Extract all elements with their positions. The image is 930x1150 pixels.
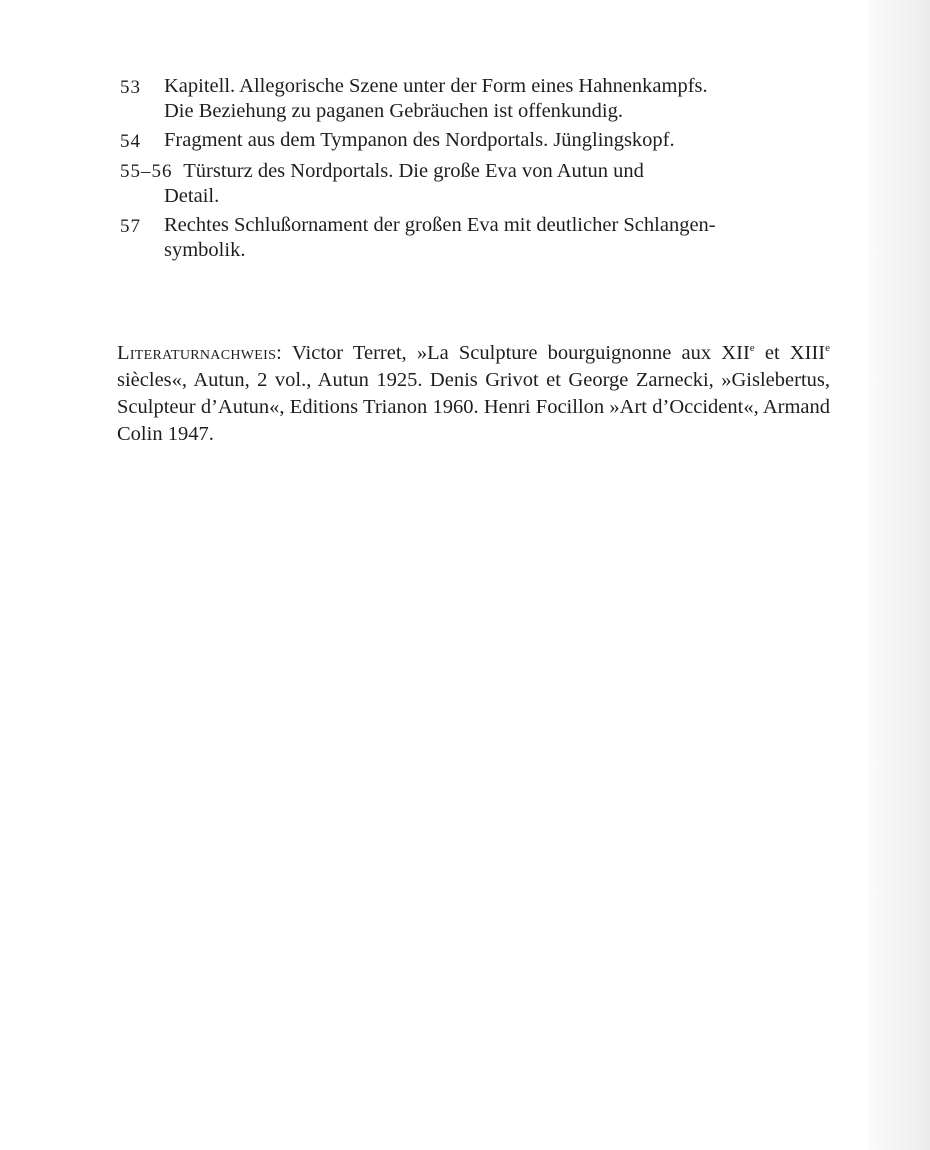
caption-number: 55–56 [120, 161, 173, 182]
superscript-e: e [825, 342, 830, 354]
page-edge-shadow [868, 0, 930, 1150]
caption-line: symbolik. [164, 239, 246, 261]
literature-text-part: siècles«, Autun, 2 vol., Autun 1925. Denis Grivot et George Zarnecki, »Gislebertus, Sculpteur d’Autun«, Editions Trianon 1960. Henri Focillon »Art d’Occident«, Armand Colin 1947. [117, 369, 830, 445]
literature-label: Literaturnachweis: [117, 342, 283, 364]
caption-item [120, 158, 840, 209]
caption-item [120, 213, 840, 263]
caption-list [120, 74, 840, 267]
caption-number: 53 [120, 77, 141, 98]
caption-text [164, 128, 840, 153]
caption-line: Detail. [164, 185, 220, 207]
caption-line: Die Beziehung zu paganen Gebräuchen ist offenkundig. [164, 100, 624, 122]
caption-line: Rechtes Schlußornament der großen Eva mit deutlicher Schlangen- [164, 214, 716, 236]
caption-number: 57 [120, 216, 141, 237]
caption-line: Kapitell. Allegorische Szene unter der Form eines Hahnenkampfs. [164, 75, 708, 97]
literature-text-part: et XIII [754, 342, 826, 364]
caption-line: Türsturz des Nordportals. Die große Eva von Autun und [183, 160, 644, 182]
literature-text-part: Victor Terret, »La Sculpture bourguignonne aux XII [282, 342, 750, 364]
caption-item [120, 128, 840, 154]
superscript-e: e [749, 342, 755, 354]
caption-item [120, 74, 840, 124]
literature-reference [117, 340, 830, 448]
caption-line: Fragment aus dem Tympanon des Nordportals. Jünglingskopf. [164, 129, 675, 151]
caption-text [164, 74, 840, 124]
caption-number: 54 [120, 131, 141, 152]
caption-text [164, 213, 840, 263]
